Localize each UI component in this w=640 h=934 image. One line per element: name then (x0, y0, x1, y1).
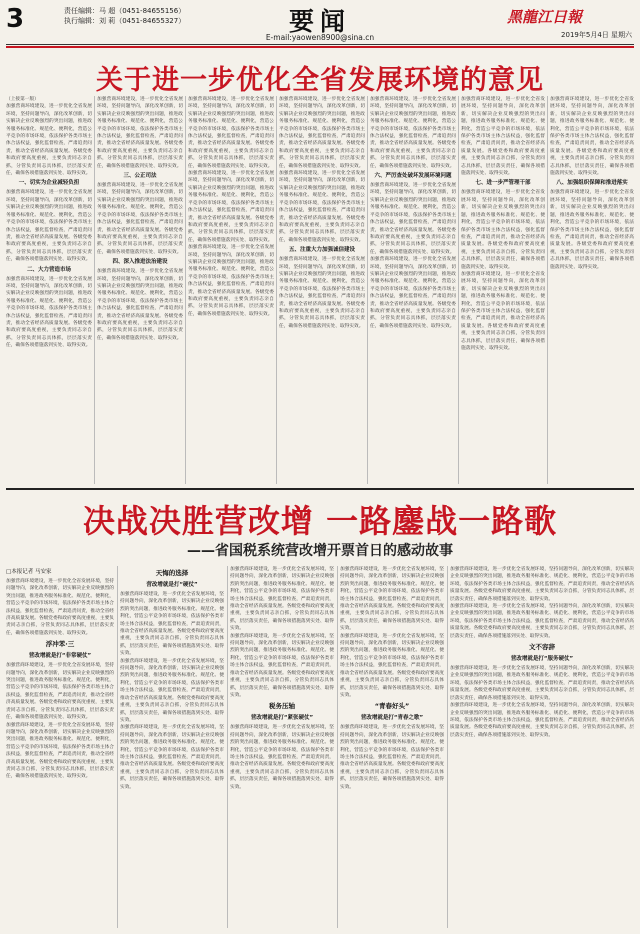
body-text: 加强营商环境建设，进一步优化全省发展环境，坚持问题导向，深化改革创新，切实解决企业反映强烈的突出问题，推进政务服务标准化、规范化、便利化，营造公平竞争的市场环境，依法保护各类市场主体合法权益，强化监督检查，严肃追责问责，推动全省经济高质量发展。各级党委和政府要高度重视，主要负责同志亲自抓，分管负责同志具体抓，层层落实责任，确保各项措施落到实处、取得实效。 (97, 269, 183, 341)
header-rule (6, 44, 634, 45)
article1-intro: （上接第一版） (6, 97, 39, 102)
body-text: 加强营商环境建设，进一步优化全省发展环境，坚持问题导向，深化改革创新，切实解决企业反映强烈的突出问题，推进政务服务标准化、规范化、便利化，营造公平竞争的市场环境，依法保护各类市场主体合法权益，强化监督检查，严肃追责问责，推动全省经济高质量发展。各级党委和政府要高度重视，主要负责同志亲自抓，分管负责同志具体抓，层层落实责任，确保各项措施落到实处、取得实效。 (188, 97, 274, 169)
body-text: 加强营商环境建设，进一步优化全省发展环境，坚持问题导向，深化改革创新，切实解决企业反映强烈的突出问题，推进政务服务标准化、规范化、便利化，营造公平竞争的市场环境，依法保护各类市场主体合法权益，强化监督检查，严肃追责问责，推动全省经济高质量发展。各级党委和政府要高度重视，主要负责同志亲自抓，分管负责同志具体抓，层层落实责任，确保各项措施落到实处、取得实效。 (120, 592, 224, 657)
article2-column-2 (120, 566, 224, 928)
article1-section-2: 二、大力营造市场 (26, 266, 71, 273)
body-text: 加强营商环境建设，进一步优化全省发展环境，坚持问题导向，深化改革创新，切实解决企业反映强烈的突出问题，推进政务服务标准化、规范化、便利化，营造公平竞争的市场环境，依法保护各类市场主体合法权益，强化监督检查，严肃追责问责，推动全省经济高质量发展。各级党委和政府要高度重视，主要负责同志亲自抓，分管负责同志具体抓，层层落实责任，确保各项措施落到实处、取得实效。 (340, 633, 444, 698)
body-text: 加强营商环境建设，进一步优化全省发展环境，坚持问题导向，深化改革创新，切实解决企业反映强烈的突出问题，推进政务服务标准化、规范化、便利化，营造公平竞争的市场环境，依法保护各类市场主体合法权益，强化监督检查，严肃追责问责，推动全省经济高质量发展。各级党委和政府要高度重视，主要负责同志亲自抓，分管负责同志具体抓，层层落实责任，确保各项措施落到实处、取得实效。 (450, 567, 634, 602)
story-title: “青春好头” (374, 702, 410, 711)
body-text: 加强营商环境建设，进一步优化全省发展环境，坚持问题导向，深化改革创新，切实解决企业反映强烈的突出问题，推进政务服务标准化、规范化、便利化，营造公平竞争的市场环境，依法保护各类市场主体合法权益，强化监督检查，严肃追责问责，推动全省经济高质量发展。各级党委和政府要高度重视，主要负责同志亲自抓，分管负责同志具体抓，层层落实责任，确保各项措施落到实处、取得实效。 (450, 666, 634, 701)
body-text: 加强营商环境建设，进一步优化全省发展环境，坚持问题导向，深化改革创新，切实解决企业反映强烈的突出问题，推进政务服务标准化、规范化、便利化，营造公平竞争的市场环境，依法保护各类市场主体合法权益，强化监督检查，严肃追责问责，推动全省经济高质量发展。各级党委和政府要高度重视，主要负责同志亲自抓，分管负责同志具体抓，层层落实责任，确保各项措施落到实处、取得实效。 (120, 658, 224, 723)
column-divider (276, 96, 277, 484)
section-title: 要闻 (288, 7, 351, 36)
page-number: 3 (6, 4, 25, 34)
body-text: 加强营商环境建设，进一步优化全省发展环境，坚持问题导向，深化改革创新，切实解决企业反映强烈的突出问题，推进政务服务标准化、规范化、便利化，营造公平竞争的市场环境，依法保护各类市场主体合法权益，强化监督检查，严肃追责问责，推动全省经济高质量发展。各级党委和政府要高度重视，主要负责同志亲自抓，分管负责同志具体抓，层层落实责任，确保各项措施落到实处、取得实效。 (461, 190, 545, 270)
story-subtitle: 营改增就是打“青春之歌” (360, 715, 424, 722)
body-text: 加强营商环境建设，进一步优化全省发展环境，坚持问题导向，深化改革创新，切实解决企业反映强烈的突出问题，推进政务服务标准化、规范化、便利化，营造公平竞争的市场环境，依法保护各类市场主体合法权益，强化监督检查，严肃追责问责，推动全省经济高质量发展。各级党委和政府要高度重视，主要负责同志亲自抓，分管负责同志具体抓，层层落实责任，确保各项措施落到实处、取得实效。 (120, 725, 224, 790)
article2-byline: □本报记者 马安家 (6, 569, 52, 575)
column-divider (447, 566, 448, 928)
column-divider (458, 96, 459, 484)
article1-section-1: 一、切实为企业减轻负担 (18, 180, 80, 187)
body-text: 加强营商环境建设，进一步优化全省发展环境，坚持问题导向，深化改革创新，切实解决企业反映强烈的突出问题，推进政务服务标准化、规范化、便利化，营造公平竞争的市场环境，依法保护各类市场主体合法权益，强化监督检查，严肃追责问责，推动全省经济高质量发展。各级党委和政府要高度重视，主要负责同志亲自抓，分管负责同志具体抓，层层落实责任，确保各项措施落到实处、取得实效。 (461, 97, 545, 177)
column-divider (227, 566, 228, 928)
story-subtitle: 营改增就是打“服务硬仗” (510, 656, 574, 663)
header-rule-red (6, 46, 634, 48)
body-text: 加强营商环境建设，进一步优化全省发展环境，坚持问题导向，深化改革创新，切实解决企业反映强烈的突出问题，推进政务服务标准化、规范化、便利化，营造公平竞争的市场环境，依法保护各类市场主体合法权益，强化监督检查，严肃追责问责，推动全省经济高质量发展。各级党委和政府要高度重视，主要负责同志亲自抓，分管负责同志具体抓，层层落实责任，确保各项措施落到实处、取得实效。 (340, 725, 444, 790)
column-divider (367, 96, 368, 484)
article1-column-6 (461, 96, 545, 484)
article2-subheadline: ——省国税系统营改增开票首日的感动故事 (187, 543, 453, 559)
section-email: E-mail:yaowen8900@sina.cn (265, 33, 375, 42)
article1-column-5 (370, 96, 456, 484)
body-text: 加强营商环境建设，进一步优化全省发展环境，坚持问题导向，深化改革创新，切实解决企业反映强烈的突出问题，推进政务服务标准化、规范化、便利化，营造公平竞争的市场环境，依法保护各类市场主体合法权益，强化监督检查，严肃追责问责，推动全省经济高质量发展。各级党委和政府要高度重视，主要负责同志亲自抓，分管负责同志具体抓，层层落实责任，确保各项措施落到实处、取得实效。 (6, 579, 114, 636)
article1-column-2 (97, 96, 183, 484)
story-title: 天悔的选择 (155, 569, 189, 577)
article2-headline: 决战决胜营改增 一路鏖战一路歌 (82, 502, 558, 540)
article1-section-4: 四、深入推进法治建设 (112, 259, 168, 266)
body-text: 加强营商环境建设，进一步优化全省发展环境，坚持问题导向，深化改革创新，切实解决企业反映强烈的突出问题，推进政务服务标准化、规范化、便利化，营造公平竞争的市场环境，依法保护各类市场主体合法权益，强化监督检查，严肃追责问责，推动全省经济高质量发展。各级党委和政府要高度重视，主要负责同志亲自抓，分管负责同志具体抓，层层落实责任，确保各项措施落到实处、取得实效。 (370, 257, 456, 329)
column-divider (547, 96, 548, 484)
body-text: 加强营商环境建设，进一步优化全省发展环境，坚持问题导向，深化改革创新，切实解决企业反映强烈的突出问题，推进政务服务标准化、规范化、便利化，营造公平竞争的市场环境，依法保护各类市场主体合法权益，强化监督检查，严肃追责问责，推动全省经济高质量发展。各级党委和政府要高度重视，主要负责同志亲自抓，分管负责同志具体抓，层层落实责任，确保各项措施落到实处、取得实效。 (279, 171, 365, 243)
body-text: 加强营商环境建设，进一步优化全省发展环境，坚持问题导向，深化改革创新，切实解决企业反映强烈的突出问题，推进政务服务标准化、规范化、便利化，营造公平竞争的市场环境，依法保护各类市场主体合法权益，强化监督检查，严肃追责问责，推动全省经济高质量发展。各级党委和政府要高度重视，主要负责同志亲自抓，分管负责同志具体抓，层层落实责任，确保各项措施落到实处、取得实效。 (550, 97, 634, 177)
body-text: 加强营商环境建设，进一步优化全省发展环境，坚持问题导向，深化改革创新，切实解决企业反映强烈的突出问题，推进政务服务标准化、规范化、便利化，营造公平竞争的市场环境，依法保护各类市场主体合法权益，强化监督检查，严肃追责问责，推动全省经济高质量发展。各级党委和政府要高度重视，主要负责同志亲自抓，分管负责同志具体抓，层层落实责任，确保各项措施落到实处、取得实效。 (188, 171, 274, 243)
newspaper-masthead: 黑龍江日報 (506, 8, 582, 26)
issue-date: 2019年5月4日 星期六 (561, 31, 632, 39)
body-text: 加强营商环境建设，进一步优化全省发展环境，坚持问题导向，深化改革创新，切实解决企业反映强烈的突出问题，推进政务服务标准化、规范化、便利化，营造公平竞争的市场环境，依法保护各类市场主体合法权益，强化监督检查，严肃追责问责，推动全省经济高质量发展。各级党委和政府要高度重视，主要负责同志亲自抓，分管负责同志具体抓，层层落实责任，确保各项措施落到实处、取得实效。 (230, 633, 334, 698)
body-text: 加强营商环境建设，进一步优化全省发展环境，坚持问题导向，深化改革创新，切实解决企业反映强烈的突出问题，推进政务服务标准化、规范化、便利化，营造公平竞争的市场环境，依法保护各类市场主体合法权益，强化监督检查，严肃追责问责，推动全省经济高质量发展。各级党委和政府要高度重视，主要负责同志亲自抓，分管负责同志具体抓，层层落实责任，确保各项措施落到实处、取得实效。 (97, 183, 183, 255)
column-divider (185, 96, 186, 484)
article2-column-1 (6, 566, 114, 928)
story-subtitle: 营改增就是打“紧张硬仗” (250, 715, 314, 722)
body-text: 加强营商环境建设，进一步优化全省发展环境，坚持问题导向，深化改革创新，切实解决企业反映强烈的突出问题，推进政务服务标准化、规范化、便利化，营造公平竞争的市场环境，依法保护各类市场主体合法权益，强化监督检查，严肃追责问责，推动全省经济高质量发展。各级党委和政府要高度重视，主要负责同志亲自抓，分管负责同志具体抓，层层落实责任，确保各项措施落到实处、取得实效。 (340, 567, 444, 632)
article1-column-1 (6, 96, 92, 484)
article1-section-8: 八、加强组织保障和推进落实 (556, 180, 628, 187)
story-subtitle: 营改增就是打“非常硬仗” (28, 653, 92, 660)
column-divider (117, 566, 118, 928)
article1-section-3: 三、公正司法 (123, 173, 157, 180)
body-text: 加强营商环境建设，进一步优化全省发展环境，坚持问题导向，深化改革创新，切实解决企业反映强烈的突出问题，推进政务服务标准化、规范化、便利化，营造公平竞争的市场环境，依法保护各类市场主体合法权益，强化监督检查，严肃追责问责，推动全省经济高质量发展。各级党委和政府要高度重视，主要负责同志亲自抓，分管负责同志具体抓，层层落实责任，确保各项措施落到实处、取得实效。 (6, 190, 92, 263)
story-title: 文不容辞 (529, 643, 555, 652)
body-text: 加强营商环境建设，进一步优化全省发展环境，坚持问题导向，深化改革创新，切实解决企业反映强烈的突出问题，推进政务服务标准化、规范化、便利化，营造公平竞争的市场环境，依法保护各类市场主体合法权益，强化监督检查，严肃追责问责，推动全省经济高质量发展。各级党委和政府要高度重视，主要负责同志亲自抓，分管负责同志具体抓，层层落实责任，确保各项措施落到实处、取得实效。 (188, 245, 274, 317)
body-text: 加强营商环境建设，进一步优化全省发展环境，坚持问题导向，深化改革创新，切实解决企业反映强烈的突出问题，推进政务服务标准化、规范化、便利化，营造公平竞争的市场环境，依法保护各类市场主体合法权益，强化监督检查，严肃追责问责，推动全省经济高质量发展。各级党委和政府要高度重视，主要负责同志亲自抓，分管负责同志具体抓，层层落实责任，确保各项措施落到实处、取得实效。 (230, 725, 334, 790)
article1-column-4 (279, 96, 365, 484)
article1-section-5: 五、注重大力加强诚信建设 (288, 247, 355, 254)
editor-line-2: 执行编辑：刘 莉（0451-84655327） (64, 17, 186, 25)
body-text: 加强营商环境建设，进一步优化全省发展环境，坚持问题导向，深化改革创新，切实解决企业反映强烈的突出问题，推进政务服务标准化、规范化、便利化，营造公平竞争的市场环境，依法保护各类市场主体合法权益，强化监督检查，严肃追责问责，推动全省经济高质量发展。各级党委和政府要高度重视，主要负责同志亲自抓，分管负责同志具体抓，层层落实责任，确保各项措施落到实处、取得实效。 (450, 703, 634, 738)
article1-section-6: 六、严厉查处破坏发展环境问题 (374, 173, 452, 180)
body-text: 加强营商环境建设，进一步优化全省发展环境，坚持问题导向，深化改革创新，切实解决企业反映强烈的突出问题，推进政务服务标准化、规范化、便利化，营造公平竞争的市场环境，依法保护各类市场主体合法权益，强化监督检查，严肃追责问责，推动全省经济高质量发展。各级党委和政府要高度重视，主要负责同志亲自抓，分管负责同志具体抓，层层落实责任，确保各项措施落到实处、取得实效。 (6, 104, 92, 177)
column-divider (337, 566, 338, 928)
body-text: 加强营商环境建设，进一步优化全省发展环境，坚持问题导向，深化改革创新，切实解决企业反映强烈的突出问题，推进政务服务标准化、规范化、便利化，营造公平竞争的市场环境，依法保护各类市场主体合法权益，强化监督检查，严肃追责问责，推动全省经济高质量发展。各级党委和政府要高度重视，主要负责同志亲自抓，分管负责同志具体抓，层层落实责任，确保各项措施落到实处、取得实效。 (550, 190, 634, 270)
article1-headline: 关于进一步优化全省发展环境的意见 (96, 65, 544, 96)
article-divider (6, 488, 634, 490)
article1-column-3 (188, 96, 274, 484)
story-subtitle: 营改增就是打“硬仗” (146, 582, 198, 588)
body-text: 加强营商环境建设，进一步优化全省发展环境，坚持问题导向，深化改革创新，切实解决企业反映强烈的突出问题，推进政务服务标准化、规范化、便利化，营造公平竞争的市场环境，依法保护各类市场主体合法权益，强化监督检查，严肃追责问责，推动全省经济高质量发展。各级党委和政府要高度重视，主要负责同志亲自抓，分管负责同志具体抓，层层落实责任，确保各项措施落到实处、取得实效。 (6, 276, 92, 349)
article1-section-7: 七、进一步严管理干部 (475, 180, 531, 187)
body-text: 加强营商环境建设，进一步优化全省发展环境，坚持问题导向，深化改革创新，切实解决企业反映强烈的突出问题，推进政务服务标准化、规范化、便利化，营造公平竞争的市场环境，依法保护各类市场主体合法权益，强化监督检查，严肃追责问责，推动全省经济高质量发展。各级党委和政府要高度重视，主要负责同志亲自抓，分管负责同志具体抓，层层落实责任，确保各项措施落到实处、取得实效。 (461, 271, 545, 351)
body-text: 加强营商环境建设，进一步优化全省发展环境，坚持问题导向，深化改革创新，切实解决企业反映强烈的突出问题，推进政务服务标准化、规范化、便利化，营造公平竞争的市场环境，依法保护各类市场主体合法权益，强化监督检查，严肃追责问责，推动全省经济高质量发展。各级党委和政府要高度重视，主要负责同志亲自抓，分管负责同志具体抓，层层落实责任，确保各项措施落到实处、取得实效。 (450, 604, 634, 639)
body-text: 加强营商环境建设，进一步优化全省发展环境，坚持问题导向，深化改革创新，切实解决企业反映强烈的突出问题，推进政务服务标准化、规范化、便利化，营造公平竞争的市场环境，依法保护各类市场主体合法权益，强化监督检查，严肃追责问责，推动全省经济高质量发展。各级党委和政府要高度重视，主要负责同志亲自抓，分管负责同志具体抓，层层落实责任，确保各项措施落到实处、取得实效。 (230, 567, 334, 632)
body-text: 加强营商环境建设，进一步优化全省发展环境，坚持问题导向，深化改革创新，切实解决企业反映强烈的突出问题，推进政务服务标准化、规范化、便利化，营造公平竞争的市场环境，依法保护各类市场主体合法权益，强化监督检查，严肃追责问责，推动全省经济高质量发展。各级党委和政府要高度重视，主要负责同志亲自抓，分管负责同志具体抓，层层落实责任，确保各项措施落到实处、取得实效。 (6, 722, 114, 780)
body-text: 加强营商环境建设，进一步优化全省发展环境，坚持问题导向，深化改革创新，切实解决企业反映强烈的突出问题，推进政务服务标准化、规范化、便利化，营造公平竞争的市场环境，依法保护各类市场主体合法权益，强化监督检查，严肃追责问责，推动全省经济高质量发展。各级党委和政府要高度重视，主要负责同志亲自抓，分管负责同志具体抓，层层落实责任，确保各项措施落到实处、取得实效。 (370, 183, 456, 255)
article2-column-5 (450, 566, 634, 928)
body-text: 加强营商环境建设，进一步优化全省发展环境，坚持问题导向，深化改革创新，切实解决企业反映强烈的突出问题，推进政务服务标准化、规范化、便利化，营造公平竞争的市场环境，依法保护各类市场主体合法权益，强化监督检查，严肃追责问责，推动全省经济高质量发展。各级党委和政府要高度重视，主要负责同志亲自抓，分管负责同志具体抓，层层落实责任，确保各项措施落到实处、取得实效。 (97, 97, 183, 169)
body-text: 加强营商环境建设，进一步优化全省发展环境，坚持问题导向，深化改革创新，切实解决企业反映强烈的突出问题，推进政务服务标准化、规范化、便利化，营造公平竞争的市场环境，依法保护各类市场主体合法权益，强化监督检查，严肃追责问责，推动全省经济高质量发展。各级党委和政府要高度重视，主要负责同志亲自抓，分管负责同志具体抓，层层落实责任，确保各项措施落到实处、取得实效。 (279, 257, 365, 329)
body-text: 加强营商环境建设，进一步优化全省发展环境，坚持问题导向，深化改革创新，切实解决企业反映强烈的突出问题，推进政务服务标准化、规范化、便利化，营造公平竞争的市场环境，依法保护各类市场主体合法权益，强化监督检查，严肃追责问责，推动全省经济高质量发展。各级党委和政府要高度重视，主要负责同志亲自抓，分管负责同志具体抓，层层落实责任，确保各项措施落到实处、取得实效。 (370, 97, 456, 169)
article1-column-7 (550, 96, 634, 484)
story-title: 税务压轴 (269, 702, 295, 711)
body-text: 加强营商环境建设，进一步优化全省发展环境，坚持问题导向，深化改革创新，切实解决企业反映强烈的突出问题，推进政务服务标准化、规范化、便利化，营造公平竞争的市场环境，依法保护各类市场主体合法权益，强化监督检查，严肃追责问责，推动全省经济高质量发展。各级党委和政府要高度重视，主要负责同志亲自抓，分管负责同志具体抓，层层落实责任，确保各项措施落到实处、取得实效。 (6, 663, 114, 721)
editor-line-1: 责任编辑：马 超（0451-84655156） (64, 7, 186, 15)
column-divider (94, 96, 95, 484)
article2-column-3 (230, 566, 334, 928)
article2-column-4 (340, 566, 444, 928)
story-title: 浮冲苯·三 (45, 640, 75, 649)
body-text: 加强营商环境建设，进一步优化全省发展环境，坚持问题导向，深化改革创新，切实解决企业反映强烈的突出问题，推进政务服务标准化、规范化、便利化，营造公平竞争的市场环境，依法保护各类市场主体合法权益，强化监督检查，严肃追责问责，推动全省经济高质量发展。各级党委和政府要高度重视，主要负责同志亲自抓，分管负责同志具体抓，层层落实责任，确保各项措施落到实处、取得实效。 (279, 97, 365, 169)
